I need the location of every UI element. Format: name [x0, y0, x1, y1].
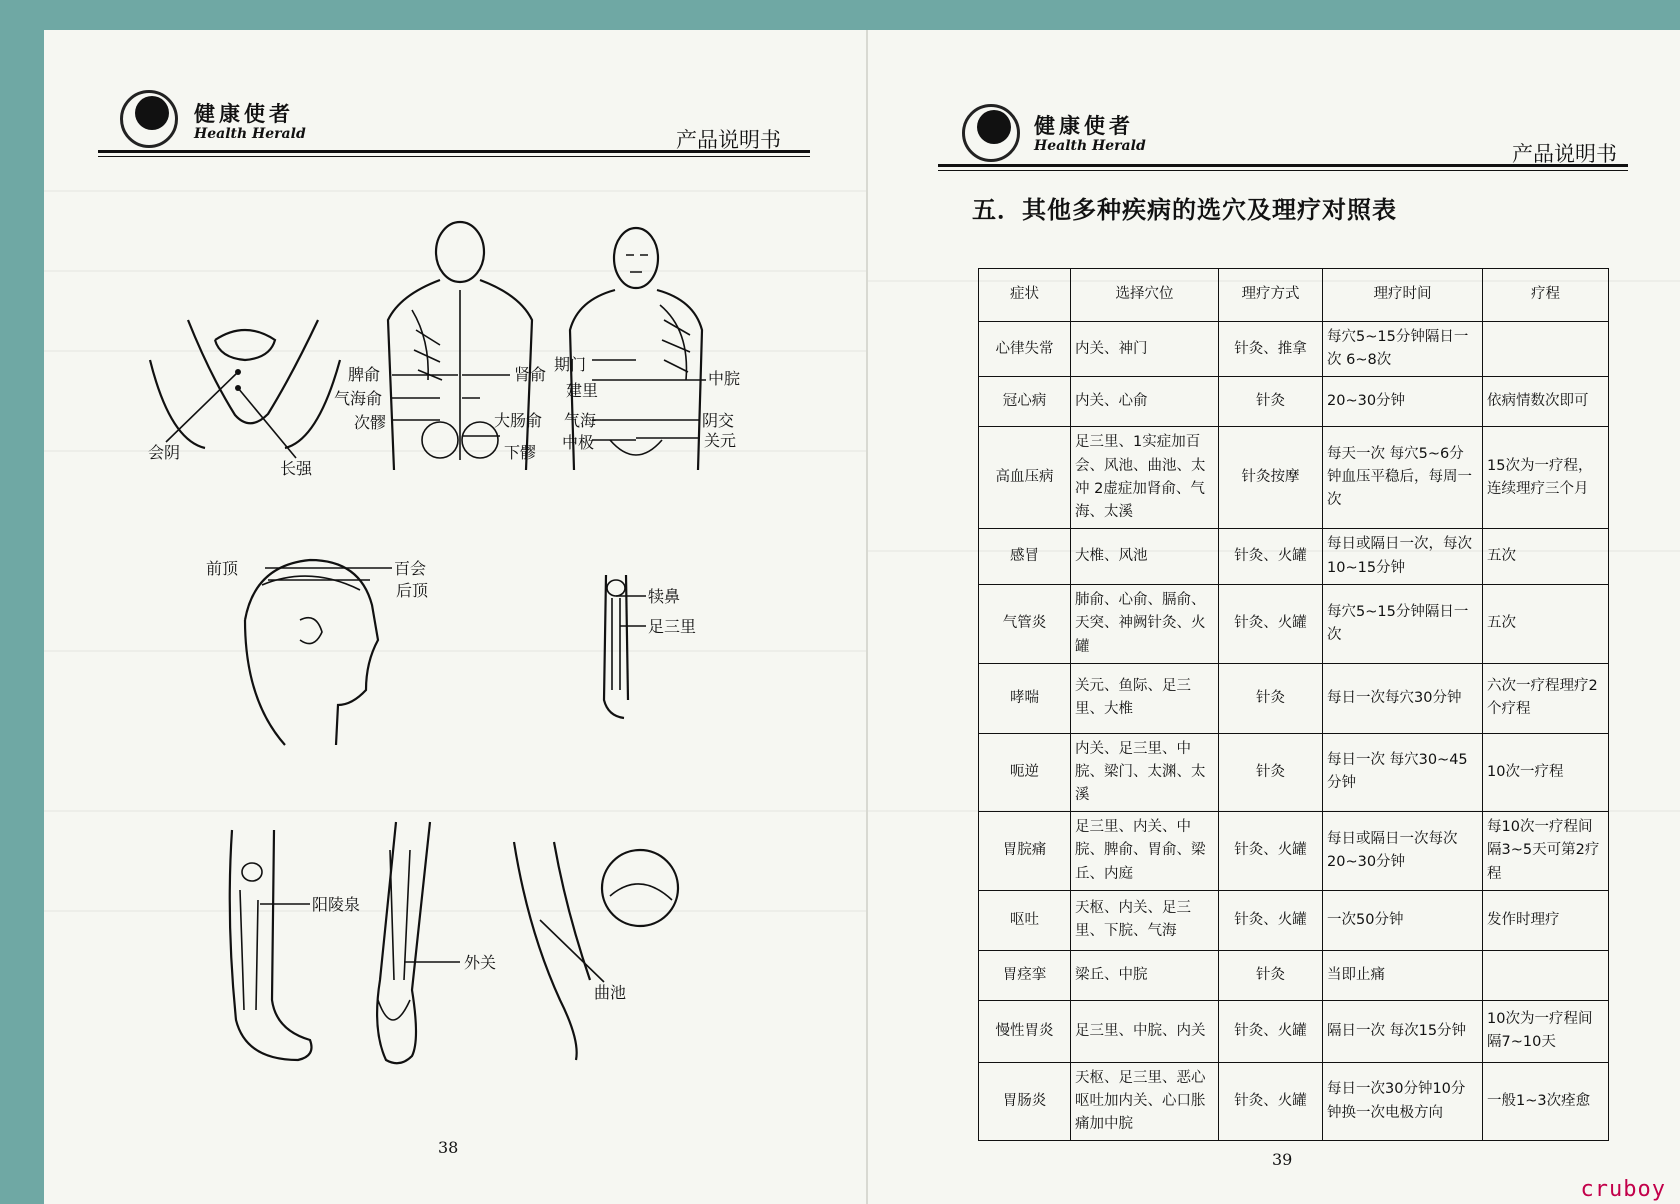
table-cell: 梁丘、中脘 [1071, 950, 1219, 1000]
table-cell: 足三里、1实症加百会、风池、曲池、太冲 2虚症加肾俞、气海、太溪 [1071, 427, 1219, 529]
table-row [979, 1000, 1609, 1062]
table-cell: 针灸、火罐 [1219, 812, 1323, 891]
table-row [979, 663, 1609, 733]
table-row [979, 427, 1609, 529]
acupoint-figures [0, 0, 870, 1100]
table-header-cell: 选择穴位 [1071, 269, 1219, 322]
label-huiyin: 会阴 [148, 443, 181, 462]
label-shenyu: 肾俞 [514, 365, 547, 384]
table-cell: 呕吐 [979, 890, 1071, 950]
back-figure [334, 222, 546, 470]
table-cell: 10次为一疗程间隔7~10天 [1483, 1000, 1609, 1062]
table-cell: 哮喘 [979, 663, 1071, 733]
table-cell: 每日或隔日一次，每次10~15分钟 [1323, 529, 1483, 585]
perineum-figure [148, 320, 340, 478]
table-cell: 气管炎 [979, 585, 1071, 664]
table-cell: 10次一疗程 [1483, 733, 1609, 812]
table-row [979, 529, 1609, 585]
table-cell: 针灸、火罐 [1219, 529, 1323, 585]
table-header-cell: 理疗方式 [1219, 269, 1323, 322]
table-cell: 高血压病 [979, 427, 1071, 529]
page-number: 38 [438, 1138, 459, 1157]
table-row [979, 585, 1609, 664]
table-cell: 胃肠炎 [979, 1062, 1071, 1141]
table-row [979, 322, 1609, 377]
label-qimen: 期门 [554, 355, 587, 374]
table-row [979, 377, 1609, 427]
table-header-row [979, 269, 1609, 322]
table-cell: 每日一次 每穴30~45分钟 [1323, 733, 1483, 812]
leg-figure [230, 830, 360, 1060]
label-ciliao: 次髎 [354, 413, 387, 432]
manual-title: 产品说明书 [1512, 142, 1617, 166]
table-cell: 慢性胃炎 [979, 1000, 1071, 1062]
table-cell: 每10次一疗程间隔3~5天可第2疗程 [1483, 812, 1609, 891]
table-cell: 关元、鱼际、足三里、大椎 [1071, 663, 1219, 733]
label-piyu: 脾俞 [348, 365, 381, 384]
table-row [979, 950, 1609, 1000]
table-row [979, 812, 1609, 891]
table-header-cell: 疗程 [1483, 269, 1609, 322]
shin-figure [604, 575, 696, 718]
table-cell: 每穴5~15分钟隔日一次 6~8次 [1323, 322, 1483, 377]
table-cell: 针灸、火罐 [1219, 890, 1323, 950]
table-cell [1483, 322, 1609, 377]
table-cell: 足三里、中脘、内关 [1071, 1000, 1219, 1062]
table-row [979, 890, 1609, 950]
label-yanglingquan: 阳陵泉 [312, 895, 361, 914]
table-cell: 发作时理疗 [1483, 890, 1609, 950]
label-dachangyu: 大肠俞 [494, 411, 543, 430]
table-cell: 每穴5~15分钟隔日一次 [1323, 585, 1483, 664]
table-cell: 天枢、足三里、恶心呕吐加内关、心口胀痛加中脘 [1071, 1062, 1219, 1141]
table-cell: 大椎、风池 [1071, 529, 1219, 585]
table-cell: 每天一次 每穴5~6分钟血压平稳后，每周一次 [1323, 427, 1483, 529]
label-quchi: 曲池 [594, 983, 627, 1002]
table-cell: 针灸、推拿 [1219, 322, 1323, 377]
label-changqiang: 长强 [280, 459, 313, 478]
front-torso-figure [554, 228, 740, 470]
brand-name-cn: 健康使者 [194, 101, 294, 126]
table-cell: 15次为一疗程，连续理疗三个月 [1483, 427, 1609, 529]
table-cell: 肺俞、心俞、膈俞、天突、神阙针灸、火罐 [1071, 585, 1219, 664]
table-cell: 针灸、火罐 [1219, 1000, 1323, 1062]
label-dubi: 犊鼻 [648, 587, 681, 606]
label-zusanli: 足三里 [648, 617, 697, 636]
table-cell: 内关、神门 [1071, 322, 1219, 377]
brand-name-cn: 健康使者 [1034, 113, 1134, 138]
page-number: 39 [1272, 1150, 1293, 1169]
table-cell: 依病情数次即可 [1483, 377, 1609, 427]
table-cell: 针灸 [1219, 663, 1323, 733]
table-cell: 天枢、内关、足三里、下脘、气海 [1071, 890, 1219, 950]
label-waiguan: 外关 [464, 953, 497, 972]
table-cell: 隔日一次 每次15分钟 [1323, 1000, 1483, 1062]
table-cell: 心律失常 [979, 322, 1071, 377]
table-cell: 每日一次30分钟10分钟换一次电极方向 [1323, 1062, 1483, 1141]
label-zhongwan: 中脘 [708, 369, 741, 388]
table-cell: 六次一疗程理疗2个疗程 [1483, 663, 1609, 733]
table-cell: 感冒 [979, 529, 1071, 585]
table-cell: 针灸按摩 [1219, 427, 1323, 529]
table-cell: 胃痉挛 [979, 950, 1071, 1000]
label-yinjiao: 阴交 [702, 411, 735, 430]
manual-title: 产品说明书 [676, 128, 781, 152]
table-cell: 一次50分钟 [1323, 890, 1483, 950]
label-baihui: 百会 [394, 559, 427, 578]
table-cell: 每日一次每穴30分钟 [1323, 663, 1483, 733]
label-houding: 后顶 [396, 581, 429, 600]
arm-elbow-figure [514, 842, 678, 1060]
table-header-cell: 症状 [979, 269, 1071, 322]
header-rule-thin [938, 170, 1628, 171]
table-cell: 内关、足三里、中脘、梁门、太渊、太溪 [1071, 733, 1219, 812]
table-cell: 冠心病 [979, 377, 1071, 427]
watermark: cruboy [1580, 1177, 1666, 1202]
table-cell: 针灸 [1219, 377, 1323, 427]
label-jianli: 建里 [566, 381, 599, 400]
head-figure [206, 559, 429, 745]
label-guanyuan: 关元 [704, 431, 737, 450]
section-title: 五．其他多种疾病的选穴及理疗对照表 [972, 196, 1397, 224]
table-cell: 胃脘痛 [979, 812, 1071, 891]
table-cell: 一般1~3次痊愈 [1483, 1062, 1609, 1141]
table-row [979, 1062, 1609, 1141]
brand-name-en: Health Herald [1034, 138, 1146, 154]
table-cell: 足三里、内关、中脘、脾俞、胃俞、梁丘、内庭 [1071, 812, 1219, 891]
label-zhongji: 中极 [562, 433, 595, 452]
table-cell: 五次 [1483, 585, 1609, 664]
header-rule [938, 164, 1628, 167]
table-header-cell: 理疗时间 [1323, 269, 1483, 322]
table-cell: 针灸 [1219, 733, 1323, 812]
label-qihaiyu: 气海俞 [334, 389, 383, 408]
table-cell: 呃逆 [979, 733, 1071, 812]
table-cell: 针灸 [1219, 950, 1323, 1000]
table-cell: 五次 [1483, 529, 1609, 585]
forearm-figure [377, 822, 496, 1063]
table-cell [1483, 950, 1609, 1000]
label-qianding: 前顶 [206, 559, 239, 578]
table-cell: 针灸、火罐 [1219, 1062, 1323, 1141]
table-cell: 20~30分钟 [1323, 377, 1483, 427]
table-cell: 内关、心俞 [1071, 377, 1219, 427]
label-qihai: 气海 [564, 411, 597, 430]
table-cell: 针灸、火罐 [1219, 585, 1323, 664]
table-cell: 当即止痛 [1323, 950, 1483, 1000]
brand-logo [962, 104, 1020, 162]
brand-name-en: Health Herald [194, 126, 306, 142]
acupoint-therapy-table [978, 268, 1609, 1141]
label-xialiao: 下髎 [504, 443, 537, 462]
table-cell: 每日或隔日一次每次20~30分钟 [1323, 812, 1483, 891]
table-row [979, 733, 1609, 812]
